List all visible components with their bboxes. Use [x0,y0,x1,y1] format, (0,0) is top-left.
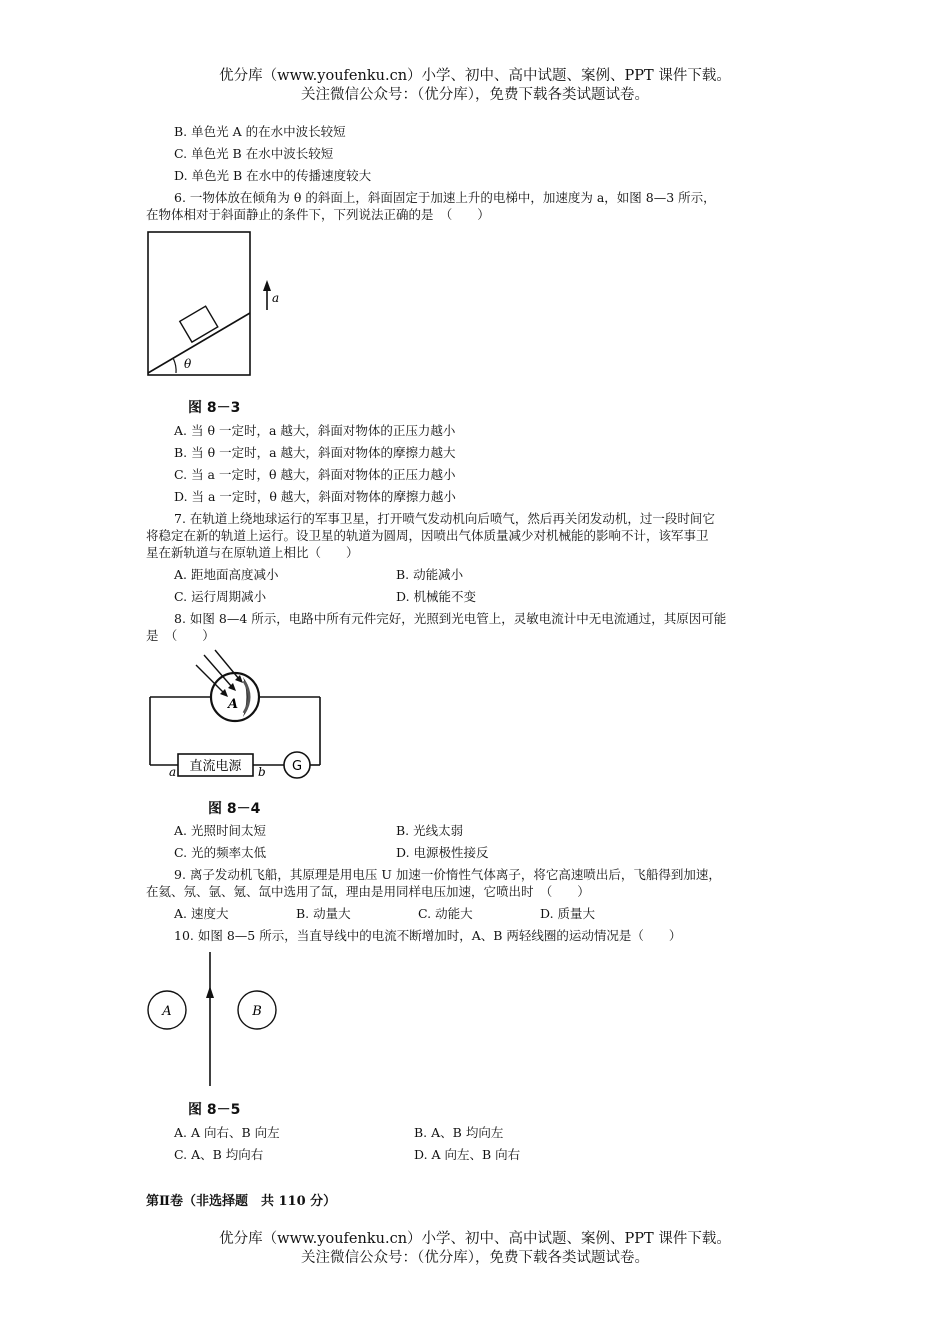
theta-label: θ [184,357,192,371]
figure-8-3 [140,225,310,385]
q5-option-c: C. 单色光 B 在水中波长较短 [174,146,334,161]
q5-option-d: D. 单色光 B 在水中的传播速度较大 [174,168,372,183]
q9-option-c: C. 动能大 [418,906,473,921]
q6-option-d: D. 当 a 一定时，θ 越大，斜面对物体的摩擦力越小 [174,489,456,504]
q7-stem-line-2: 将稳定在新的轨道上运行。设卫星的轨道为圆周，因喷出气体质量减少对机械能的影响不计，该军事卫 [146,528,709,543]
q9-stem-line-1: 9. 离子发动机飞船，其原理是用电压 U 加速一价惰性气体离子，将它高速喷出后，飞船得到加速， [174,867,721,882]
q6-stem-line-1: 6. 一物体放在倾角为 θ 的斜面上，斜面固定于加速上升的电梯中，加速度为 a，如图 8—3 所示， [174,190,716,205]
q7-option-d: D. 机械能不变 [396,589,477,604]
anode-label: A [228,697,239,712]
figure-8-4 [140,645,340,790]
figure-8-5 [140,948,300,1093]
q9-option-d: D. 质量大 [540,906,596,921]
terminal-b-label: b [258,765,266,779]
figure-8-4-caption: 图 8－4 [208,801,261,817]
q10-option-c: C. A、B 均向右 [174,1147,264,1162]
header-line-1: 优分库（www.youfenku.cn）小学、初中、高中试题、案例、PPT 课件下载。 [219,68,731,84]
dc-source-label: 直流电源 [189,759,242,774]
q10-option-b: B. A、B 均向左 [414,1125,504,1140]
q8-option-c: C. 光的频率太低 [174,845,267,860]
q7-option-a: A. 距地面高度减小 [174,567,279,582]
q9-option-a: A. 速度大 [174,906,229,921]
section-2-heading: 第Ⅱ卷（非选择题 共 110 分） [146,1194,337,1209]
q6-stem-line-2: 在物体相对于斜面静止的条件下，下列说法正确的是 （ ） [146,207,490,222]
q5-option-b: B. 单色光 A 的在水中波长较短 [174,124,346,139]
figure-8-3-caption: 图 8－3 [188,400,241,416]
terminal-a-label: a [169,765,177,779]
galvanometer-label: G [291,759,303,774]
coil-b-label: B [252,1004,262,1019]
footer-line-2: 关注微信公众号：（优分库），免费下载各类试题试卷。 [301,1250,649,1266]
q10-option-a: A. A 向右、B 向左 [174,1125,280,1140]
q6-option-b: B. 当 θ 一定时，a 越大，斜面对物体的摩擦力越大 [174,445,456,460]
q7-option-c: C. 运行周期减小 [174,589,267,604]
q10-stem-line-1: 10. 如图 8—5 所示，当直导线中的电流不断增加时，A、B 两轻线圈的运动情况是（ ） [174,928,682,943]
q8-stem-line-2: 是 （ ） [146,628,215,643]
q8-option-d: D. 电源极性接反 [396,845,489,860]
coil-a-label: A [162,1004,172,1019]
header-line-2: 关注微信公众号：（优分库），免费下载各类试题试卷。 [301,87,649,103]
q10-option-d: D. A 向左、B 向右 [414,1147,521,1162]
q6-option-a: A. 当 θ 一定时，a 越大，斜面对物体的正压力越小 [174,423,456,438]
q7-option-b: B. 动能减小 [396,567,464,582]
q7-stem-line-3: 星在新轨道与在原轨道上相比（ ） [146,545,359,560]
q8-option-a: A. 光照时间太短 [174,823,266,838]
q6-option-c: C. 当 a 一定时，θ 越大，斜面对物体的正压力越小 [174,467,456,482]
footer-line-1: 优分库（www.youfenku.cn）小学、初中、高中试题、案例、PPT 课件下载。 [219,1231,731,1247]
acceleration-label: a [272,291,280,305]
q8-option-b: B. 光线太弱 [396,823,464,838]
q9-stem-line-2: 在氦、氖、氩、氪、氙中选用了氙，理由是用同样电压加速，它喷出时 （ ） [146,884,590,899]
figure-8-5-caption: 图 8－5 [188,1102,241,1118]
q8-stem-line-1: 8. 如图 8—4 所示，电路中所有元件完好，光照到光电管上，灵敏电流计中无电流通过，其原因可能 [174,611,727,626]
q7-stem-line-1: 7. 在轨道上绕地球运行的军事卫星，打开喷气发动机向后喷气，然后再关闭发动机，过一段时间它 [174,511,715,526]
q9-option-b: B. 动量大 [296,906,351,921]
